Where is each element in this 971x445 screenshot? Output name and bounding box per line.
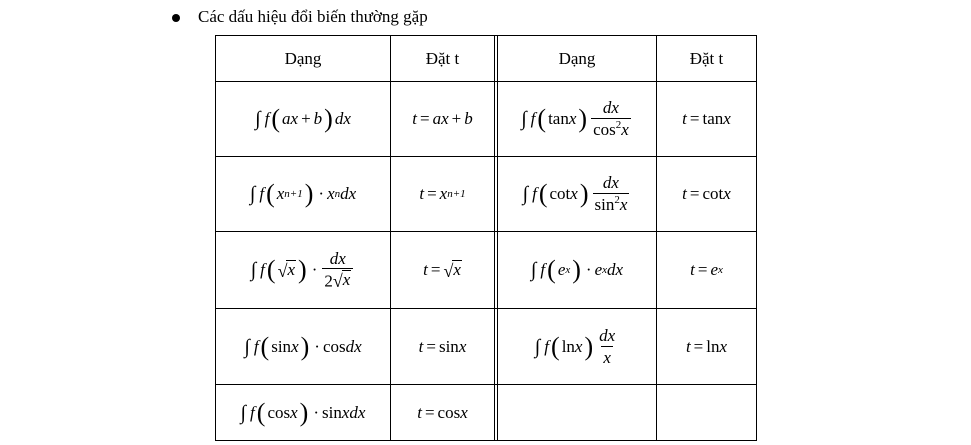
formula-r4-c2: ∫ f ( ln x ) $\frac{dx}{x}$ xyxy=(534,325,616,367)
formula-r5-c1: ∫ f ( cos x ) · sin x dx xyxy=(240,397,366,427)
empty-cell-r5-c3 xyxy=(657,385,756,440)
substitution-r2-c2: t = cot x xyxy=(682,184,731,203)
formula-r2-c1: ∫ f ( x n+1 ) · x n dx xyxy=(249,179,357,208)
substitution-r3-c1: t = √ x xyxy=(423,260,461,281)
substitution-r4-c1: t = sin x xyxy=(418,336,467,356)
formula-r4-c1: ∫ f ( sin x ) · cos dx xyxy=(244,331,362,361)
substitution-r5-c1: t = cos x xyxy=(417,402,468,422)
formula-r1-c1: ∫ f ( ax + b ) dx xyxy=(255,104,351,133)
header-dang-2: Dạng xyxy=(558,48,596,68)
formula-r1-c2: ∫ f ( tan x ) $\frac{dx}{\cos^2x}$ xyxy=(521,98,629,139)
heading-text: Các dấu hiệu đổi biến thường gặp xyxy=(198,7,428,26)
formula-r3-c1: ∫ f ( √ x ) · dx 2 √ x xyxy=(216,232,390,308)
formula-r2-c2: ∫ f ( cot x ) $\frac{dx}{\sin^2x}$ xyxy=(522,173,628,214)
substitution-r2-c1: t = x n+1 xyxy=(419,184,466,203)
substitution-r3-c2: t = e x xyxy=(690,260,723,279)
header-dat-t-2: Đặt t xyxy=(689,48,724,68)
empty-cell-r5-c2 xyxy=(498,385,656,440)
substitution-r1-c1: t = ax + b xyxy=(412,109,473,128)
header-dang-1: Dạng xyxy=(284,48,322,68)
substitution-r1-c2: t = tan x xyxy=(682,109,731,128)
header-dat-t-1: Đặt t xyxy=(425,48,460,68)
substitution-r4-c2: t = ln x xyxy=(685,336,728,356)
formula-r3-c2: ∫ f ( e x ) · e x dx xyxy=(530,255,624,284)
